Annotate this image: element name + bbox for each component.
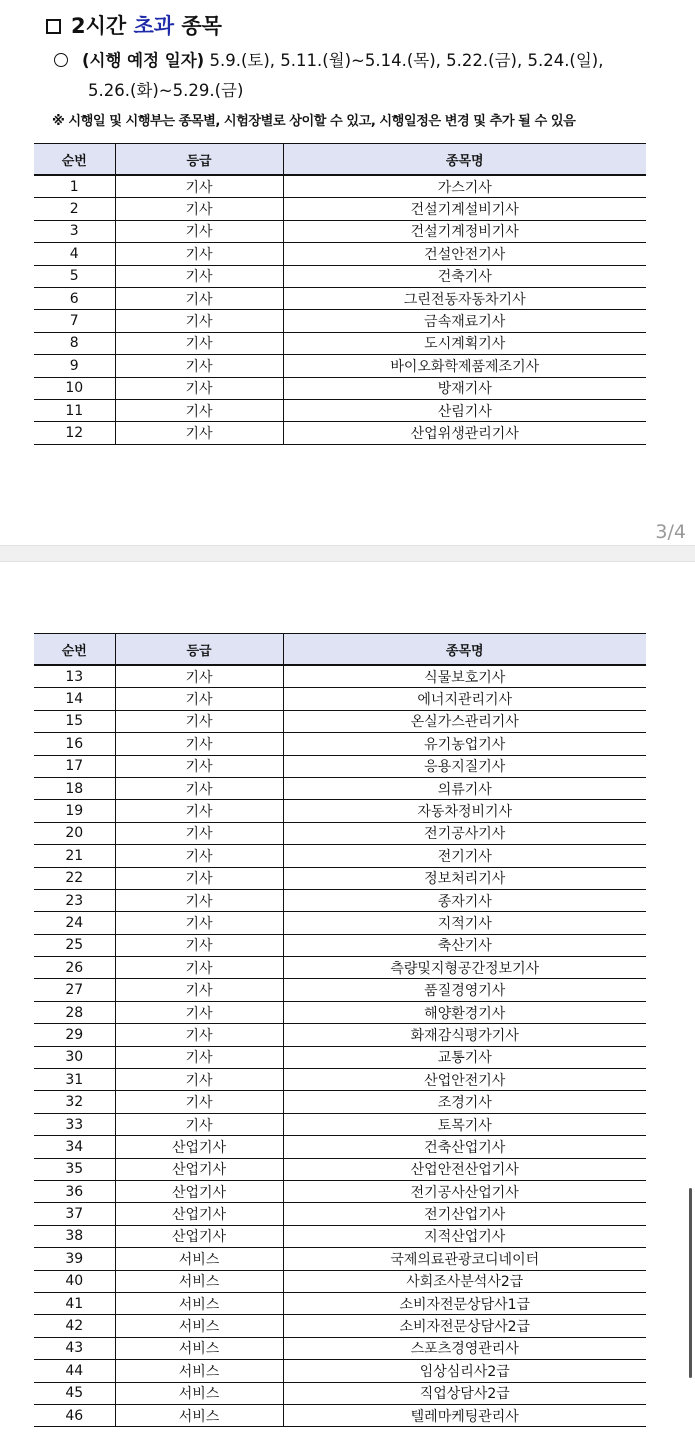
cell-seq: 1 bbox=[34, 175, 115, 198]
cell-seq: 15 bbox=[34, 710, 115, 732]
cell-subject: 건축기사 bbox=[283, 265, 646, 287]
cell-grade: 기사 bbox=[115, 1001, 283, 1023]
table-row bbox=[34, 800, 646, 822]
table-row bbox=[34, 265, 646, 287]
cell-subject: 직업상담사2급 bbox=[283, 1382, 646, 1404]
cell-grade: 기사 bbox=[115, 399, 283, 421]
cell-subject: 국제의료관광코디네이터 bbox=[283, 1248, 646, 1270]
page-gap bbox=[0, 545, 695, 562]
subject-table-1 bbox=[34, 143, 646, 445]
cell-subject: 전기산업기사 bbox=[283, 1203, 646, 1225]
header-seq: 순번 bbox=[34, 144, 115, 176]
cell-seq: 44 bbox=[34, 1360, 115, 1382]
document-page-4 bbox=[0, 562, 695, 1440]
cell-grade: 기사 bbox=[115, 198, 283, 220]
table-row bbox=[34, 1270, 646, 1292]
table-row bbox=[34, 220, 646, 242]
cell-seq: 36 bbox=[34, 1180, 115, 1202]
cell-seq: 35 bbox=[34, 1158, 115, 1180]
cell-subject: 방재기사 bbox=[283, 377, 646, 399]
cell-subject: 응용지질기사 bbox=[283, 755, 646, 777]
cell-subject: 해양환경기사 bbox=[283, 1001, 646, 1023]
schedule-label: (시행 예정 일자) bbox=[82, 51, 205, 70]
cell-grade: 기사 bbox=[115, 867, 283, 889]
cell-subject: 종자기사 bbox=[283, 889, 646, 911]
heading-suffix: 종목 bbox=[181, 14, 222, 38]
table-row bbox=[34, 1113, 646, 1135]
header-seq: 순번 bbox=[34, 634, 115, 666]
cell-seq: 41 bbox=[34, 1292, 115, 1314]
table-row bbox=[34, 934, 646, 956]
subject-table-2 bbox=[34, 633, 646, 1427]
header-subject: 종목명 bbox=[283, 144, 646, 176]
table-row bbox=[34, 355, 646, 377]
cell-subject: 에너지관리기사 bbox=[283, 688, 646, 710]
table-header-row bbox=[34, 144, 646, 176]
cell-subject: 도시계획기사 bbox=[283, 332, 646, 354]
cell-seq: 45 bbox=[34, 1382, 115, 1404]
cell-grade: 기사 bbox=[115, 220, 283, 242]
cell-subject: 금속재료기사 bbox=[283, 310, 646, 332]
cell-subject: 산림기사 bbox=[283, 399, 646, 421]
cell-seq: 13 bbox=[34, 665, 115, 688]
cell-seq: 27 bbox=[34, 979, 115, 1001]
cell-grade: 기사 bbox=[115, 688, 283, 710]
table-row bbox=[34, 688, 646, 710]
table-row bbox=[34, 1248, 646, 1270]
cell-seq: 30 bbox=[34, 1046, 115, 1068]
cell-grade: 산업기사 bbox=[115, 1225, 283, 1247]
cell-subject: 조경기사 bbox=[283, 1091, 646, 1113]
cell-grade: 기사 bbox=[115, 377, 283, 399]
cell-subject: 지적기사 bbox=[283, 912, 646, 934]
schedule-line-2: 5.26.(화)~5.29.(금) bbox=[88, 81, 244, 100]
cell-grade: 산업기사 bbox=[115, 1136, 283, 1158]
cell-seq: 37 bbox=[34, 1203, 115, 1225]
cell-seq: 3 bbox=[34, 220, 115, 242]
cell-grade: 서비스 bbox=[115, 1337, 283, 1359]
cell-grade: 서비스 bbox=[115, 1270, 283, 1292]
cell-subject: 전기기사 bbox=[283, 845, 646, 867]
cell-subject: 의류기사 bbox=[283, 777, 646, 799]
header-subject: 종목명 bbox=[283, 634, 646, 666]
table-row bbox=[34, 1203, 646, 1225]
cell-grade: 기사 bbox=[115, 243, 283, 265]
cell-grade: 산업기사 bbox=[115, 1203, 283, 1225]
cell-grade: 기사 bbox=[115, 733, 283, 755]
cell-grade: 산업기사 bbox=[115, 1158, 283, 1180]
cell-subject: 화재감식평가기사 bbox=[283, 1024, 646, 1046]
cell-subject: 그린전동자동차기사 bbox=[283, 287, 646, 309]
square-bullet-icon bbox=[46, 19, 61, 34]
cell-seq: 21 bbox=[34, 845, 115, 867]
schedule-line-1 bbox=[54, 46, 604, 76]
cell-grade: 기사 bbox=[115, 287, 283, 309]
cell-grade: 기사 bbox=[115, 822, 283, 844]
cell-subject: 소비자전문상담사2급 bbox=[283, 1315, 646, 1337]
cell-seq: 25 bbox=[34, 934, 115, 956]
cell-grade: 서비스 bbox=[115, 1292, 283, 1314]
scrollbar-thumb[interactable] bbox=[689, 1188, 692, 1378]
cell-seq: 31 bbox=[34, 1069, 115, 1091]
cell-subject: 산업안전산업기사 bbox=[283, 1158, 646, 1180]
cell-seq: 4 bbox=[34, 243, 115, 265]
cell-grade: 기사 bbox=[115, 175, 283, 198]
cell-seq: 24 bbox=[34, 912, 115, 934]
header-grade: 등급 bbox=[115, 144, 283, 176]
cell-grade: 기사 bbox=[115, 889, 283, 911]
cell-grade: 기사 bbox=[115, 665, 283, 688]
cell-seq: 34 bbox=[34, 1136, 115, 1158]
cell-seq: 19 bbox=[34, 800, 115, 822]
header-grade: 등급 bbox=[115, 634, 283, 666]
cell-subject: 품질경영기사 bbox=[283, 979, 646, 1001]
cell-grade: 서비스 bbox=[115, 1315, 283, 1337]
table-row bbox=[34, 979, 646, 1001]
cell-subject: 산업위생관리기사 bbox=[283, 422, 646, 444]
table-row bbox=[34, 1180, 646, 1202]
cell-subject: 바이오화학제품제조기사 bbox=[283, 355, 646, 377]
cell-grade: 기사 bbox=[115, 1113, 283, 1135]
circle-bullet-icon bbox=[54, 53, 68, 67]
cell-subject: 건축산업기사 bbox=[283, 1136, 646, 1158]
cell-subject: 유기농업기사 bbox=[283, 733, 646, 755]
table-row bbox=[34, 198, 646, 220]
cell-grade: 기사 bbox=[115, 934, 283, 956]
cell-seq: 46 bbox=[34, 1404, 115, 1426]
cell-grade: 산업기사 bbox=[115, 1180, 283, 1202]
table-row bbox=[34, 733, 646, 755]
cell-grade: 기사 bbox=[115, 1091, 283, 1113]
cell-subject: 지적산업기사 bbox=[283, 1225, 646, 1247]
table-row bbox=[34, 912, 646, 934]
cell-grade: 기사 bbox=[115, 979, 283, 1001]
document-page-3 bbox=[0, 0, 695, 545]
table-row bbox=[34, 1315, 646, 1337]
cell-seq: 38 bbox=[34, 1225, 115, 1247]
table-row bbox=[34, 1225, 646, 1247]
cell-grade: 서비스 bbox=[115, 1248, 283, 1270]
cell-subject: 임상심리사2급 bbox=[283, 1360, 646, 1382]
cell-subject: 정보처리기사 bbox=[283, 867, 646, 889]
cell-subject: 건설기계정비기사 bbox=[283, 220, 646, 242]
cell-seq: 5 bbox=[34, 265, 115, 287]
cell-seq: 29 bbox=[34, 1024, 115, 1046]
table-row bbox=[34, 1292, 646, 1314]
cell-subject: 전기공사산업기사 bbox=[283, 1180, 646, 1202]
cell-seq: 7 bbox=[34, 310, 115, 332]
cell-subject: 측량및지형공간정보기사 bbox=[283, 957, 646, 979]
heading-prefix: 2시간 bbox=[71, 14, 127, 38]
cell-subject: 사회조사분석사2급 bbox=[283, 1270, 646, 1292]
table-header-row bbox=[34, 634, 646, 666]
table-row bbox=[34, 957, 646, 979]
cell-grade: 서비스 bbox=[115, 1382, 283, 1404]
table-row bbox=[34, 1136, 646, 1158]
cell-seq: 22 bbox=[34, 867, 115, 889]
cell-seq: 23 bbox=[34, 889, 115, 911]
cell-grade: 기사 bbox=[115, 755, 283, 777]
table-row bbox=[34, 867, 646, 889]
cell-seq: 43 bbox=[34, 1337, 115, 1359]
cell-grade: 서비스 bbox=[115, 1404, 283, 1426]
cell-grade: 기사 bbox=[115, 265, 283, 287]
cell-subject: 건설안전기사 bbox=[283, 243, 646, 265]
table-row bbox=[34, 287, 646, 309]
page-indicator: 3/4 bbox=[655, 521, 686, 543]
table-row bbox=[34, 175, 646, 198]
cell-seq: 33 bbox=[34, 1113, 115, 1135]
table-row bbox=[34, 777, 646, 799]
cell-subject: 소비자전문상담사1급 bbox=[283, 1292, 646, 1314]
table-row bbox=[34, 377, 646, 399]
cell-grade: 기사 bbox=[115, 422, 283, 444]
table-row bbox=[34, 310, 646, 332]
table-row bbox=[34, 332, 646, 354]
cell-subject: 온실가스관리기사 bbox=[283, 710, 646, 732]
cell-grade: 기사 bbox=[115, 845, 283, 867]
cell-seq: 26 bbox=[34, 957, 115, 979]
cell-seq: 18 bbox=[34, 777, 115, 799]
cell-seq: 40 bbox=[34, 1270, 115, 1292]
table-row bbox=[34, 1001, 646, 1023]
notice-text: ※ 시행일 및 시행부는 종목별, 시험장별로 상이할 수 있고, 시행일정은 변경 및 추가 될 수 있음 bbox=[52, 114, 576, 129]
table-row bbox=[34, 1337, 646, 1359]
cell-grade: 기사 bbox=[115, 332, 283, 354]
cell-grade: 기사 bbox=[115, 777, 283, 799]
table-row bbox=[34, 1091, 646, 1113]
cell-seq: 28 bbox=[34, 1001, 115, 1023]
cell-subject: 스포츠경영관리사 bbox=[283, 1337, 646, 1359]
schedule-dates-1: 5.9.(토), 5.11.(월)~5.14.(목), 5.22.(금), 5.24.(일), bbox=[209, 51, 604, 70]
cell-grade: 기사 bbox=[115, 1024, 283, 1046]
cell-subject: 토목기사 bbox=[283, 1113, 646, 1135]
cell-grade: 기사 bbox=[115, 912, 283, 934]
table-row bbox=[34, 822, 646, 844]
table-row bbox=[34, 1404, 646, 1426]
heading-accent: 초과 bbox=[133, 14, 175, 38]
table-row bbox=[34, 1069, 646, 1091]
table-row bbox=[34, 710, 646, 732]
table-row bbox=[34, 1158, 646, 1180]
table-row bbox=[34, 1360, 646, 1382]
table-row bbox=[34, 1046, 646, 1068]
table-row bbox=[34, 755, 646, 777]
cell-seq: 32 bbox=[34, 1091, 115, 1113]
table-row bbox=[34, 399, 646, 421]
cell-subject: 산업안전기사 bbox=[283, 1069, 646, 1091]
cell-seq: 16 bbox=[34, 733, 115, 755]
cell-grade: 기사 bbox=[115, 1069, 283, 1091]
cell-grade: 기사 bbox=[115, 355, 283, 377]
table-row bbox=[34, 1382, 646, 1404]
cell-subject: 식물보호기사 bbox=[283, 665, 646, 688]
table-row bbox=[34, 422, 646, 444]
cell-subject: 자동차정비기사 bbox=[283, 800, 646, 822]
cell-subject: 건설기계설비기사 bbox=[283, 198, 646, 220]
cell-seq: 8 bbox=[34, 332, 115, 354]
cell-seq: 6 bbox=[34, 287, 115, 309]
cell-subject: 교통기사 bbox=[283, 1046, 646, 1068]
cell-grade: 기사 bbox=[115, 957, 283, 979]
cell-seq: 9 bbox=[34, 355, 115, 377]
cell-subject: 텔레마케팅관리사 bbox=[283, 1404, 646, 1426]
cell-grade: 기사 bbox=[115, 710, 283, 732]
cell-grade: 기사 bbox=[115, 310, 283, 332]
cell-seq: 12 bbox=[34, 422, 115, 444]
cell-seq: 11 bbox=[34, 399, 115, 421]
cell-seq: 42 bbox=[34, 1315, 115, 1337]
cell-subject: 가스기사 bbox=[283, 175, 646, 198]
cell-grade: 기사 bbox=[115, 1046, 283, 1068]
table-row bbox=[34, 889, 646, 911]
table-row bbox=[34, 845, 646, 867]
cell-seq: 17 bbox=[34, 755, 115, 777]
cell-seq: 39 bbox=[34, 1248, 115, 1270]
cell-grade: 서비스 bbox=[115, 1360, 283, 1382]
cell-subject: 축산기사 bbox=[283, 934, 646, 956]
cell-seq: 14 bbox=[34, 688, 115, 710]
table-row bbox=[34, 243, 646, 265]
cell-seq: 20 bbox=[34, 822, 115, 844]
section-heading bbox=[46, 10, 222, 40]
cell-subject: 전기공사기사 bbox=[283, 822, 646, 844]
cell-seq: 10 bbox=[34, 377, 115, 399]
cell-seq: 2 bbox=[34, 198, 115, 220]
cell-grade: 기사 bbox=[115, 800, 283, 822]
table-row bbox=[34, 665, 646, 688]
table-row bbox=[34, 1024, 646, 1046]
